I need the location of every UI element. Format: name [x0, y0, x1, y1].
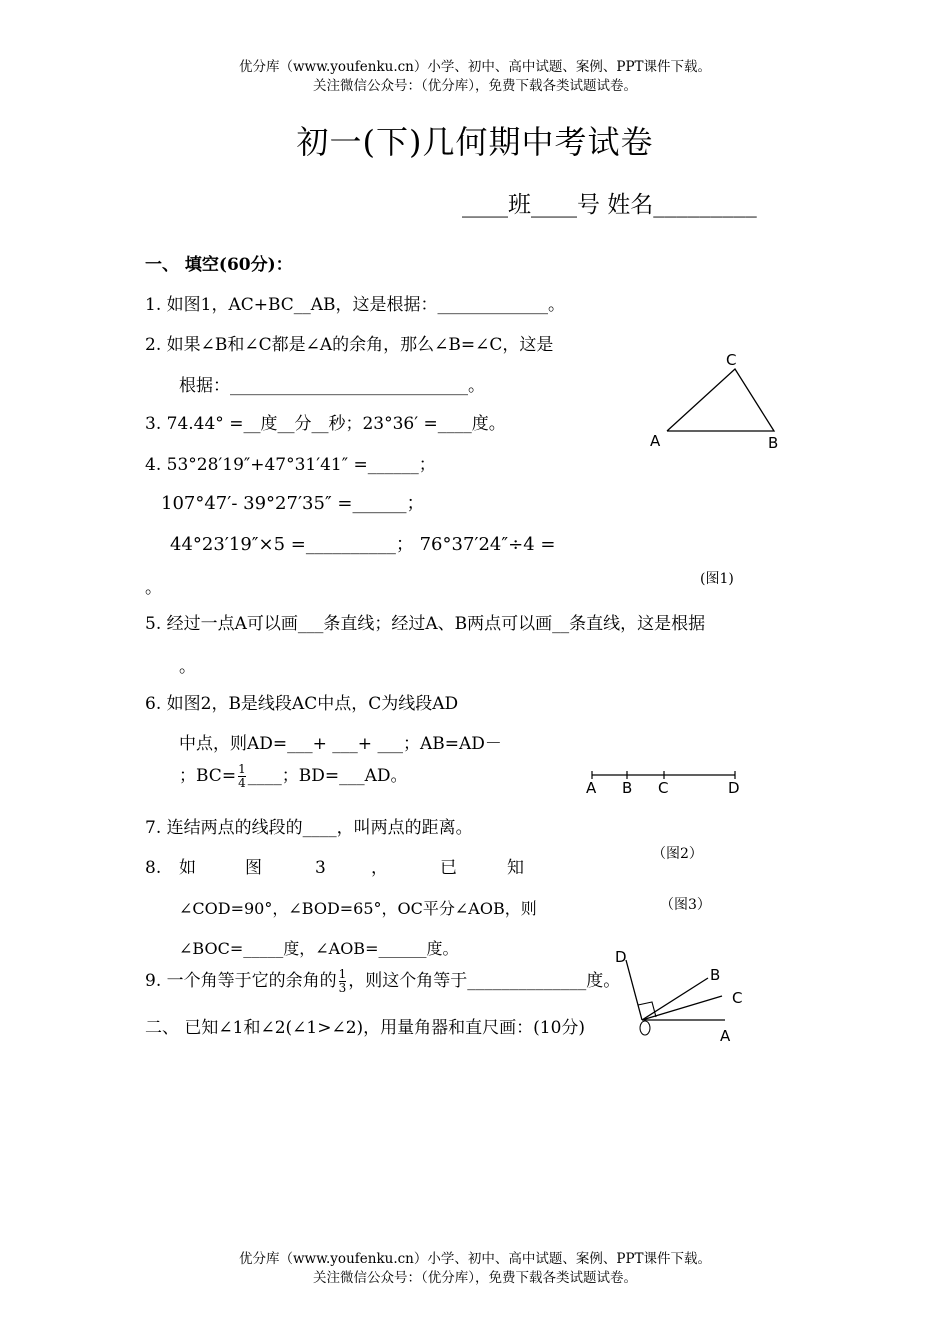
figure-1-triangle — [640, 345, 790, 455]
section2-heading: 二、 已知∠1和∠2(∠1>∠2)，用量角器和直尺画：(10分) — [145, 1018, 586, 1038]
question-2-line-1: 2. 如果∠B和∠C都是∠A的余角，那么∠B=∠C，这是 — [145, 335, 554, 355]
question-2-line-2: 根据：____________________________。 — [179, 376, 485, 396]
figure-1-caption: (图1) — [700, 571, 734, 587]
page-title: 初一(下)几何期中考试卷 — [296, 123, 654, 161]
label-a: A — [650, 432, 661, 450]
vertex-o — [640, 1021, 650, 1035]
footer-line-2: 关注微信公众号：（优分库），免费下载各类试题试卷。 — [313, 1270, 637, 1286]
label-a: A — [586, 779, 597, 797]
question-9-text-a: 9. 一个角等于它的余角的 — [145, 971, 337, 991]
question-4-line-2: 107°47′- 39°27′35″ =______； — [161, 493, 425, 514]
q8-word: 知 — [507, 858, 524, 878]
label-d: D — [615, 948, 627, 966]
triangle-abc — [667, 369, 774, 431]
label-b: B — [768, 434, 779, 452]
question-3: 3. 74.44° =__度__分__秒；23°36′ =____度。 — [145, 414, 506, 434]
label-d: D — [728, 779, 740, 797]
ray-od — [626, 960, 642, 1020]
ray-ob — [642, 978, 708, 1020]
question-4-line-4: 。 — [145, 578, 162, 598]
fraction-one-third: $\frac{1}{3}$ — [338, 967, 347, 995]
q8-word: 3 — [315, 858, 326, 878]
header-line-2: 关注微信公众号：（优分库），免费下载各类试题试卷。 — [313, 78, 637, 94]
question-9 — [145, 962, 620, 1000]
label-b: B — [622, 779, 633, 797]
label-c: C — [726, 351, 737, 369]
q8-word: 图 — [245, 858, 262, 878]
footer-line-1: 优分库（www.youfenku.cn）小学、初中、高中试题、案例、PPT课件下载。 — [238, 1251, 712, 1267]
question-6-line-3b: ____；BD=___AD。 — [247, 766, 408, 786]
question-6-line-2: 中点，则AD=___+ ___+ ___；AB=AD－ — [179, 734, 502, 754]
question-7: 7. 连结两点的线段的____，叫两点的距离。 — [145, 818, 473, 838]
q8-word: 已 — [440, 858, 457, 878]
figure-2-segment — [580, 765, 750, 800]
fraction-one-quarter: $\frac{1}{4}$ — [238, 762, 246, 790]
student-info: ____班____号 姓名_________ — [462, 192, 757, 218]
label-b: B — [710, 966, 721, 984]
q8-word: ， — [371, 858, 388, 878]
question-6-line-1: 6. 如图2，B是线段AC中点，C为线段AD — [145, 694, 459, 714]
question-6-line-3 — [179, 758, 407, 794]
question-4-line-1: 4. 53°28′19″+47°31′41″ =______； — [145, 455, 436, 475]
figure-2-caption: （图2） — [652, 846, 703, 862]
label-a: A — [720, 1027, 731, 1045]
q8-word: 如 — [179, 858, 196, 878]
question-5-line-2: 。 — [179, 657, 196, 677]
question-8-line-3: ∠BOC=_____度，∠AOB=______度。 — [179, 939, 459, 958]
q8-word: 8. — [145, 858, 162, 878]
question-8-line-2: ∠COD=90°，∠BOD=65°，OC平分∠AOB，则 — [179, 899, 537, 918]
question-6-line-3a: ；BC= — [179, 766, 237, 786]
section1-heading: 一、 填空(60分)： — [145, 255, 293, 275]
label-c: C — [732, 989, 743, 1007]
figure-3-caption: （图3） — [660, 897, 711, 913]
figure-3-angles — [600, 940, 760, 1050]
question-4-line-3: 44°23′19″×5 =__________； 76°37′24″÷4 = — [170, 534, 556, 555]
question-9-text-b: ，则这个角等于______________度。 — [348, 971, 621, 991]
question-5-line-1: 5. 经过一点A可以画___条直线；经过A、B两点可以画__条直线，这是根据 — [145, 614, 706, 634]
label-c: C — [658, 779, 669, 797]
question-1: 1. 如图1，AC+BC__AB，这是根据：_____________。 — [145, 295, 566, 315]
header-line-1: 优分库（www.youfenku.cn）小学、初中、高中试题、案例、PPT课件下载。 — [238, 59, 712, 75]
